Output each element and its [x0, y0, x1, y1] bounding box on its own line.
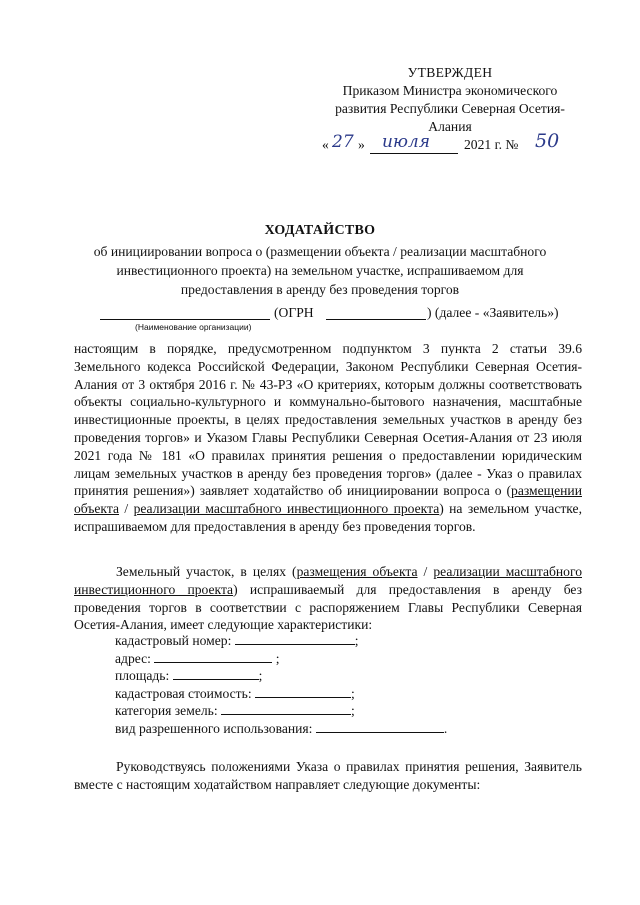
subtitle-line-1: об инициировании вопроса о (размещении объекта / реализации масштабного — [93, 244, 547, 259]
characteristic-label: вид разрешенного использования: — [115, 720, 313, 736]
characteristic-label: площадь: — [115, 668, 170, 683]
paragraph-main — [74, 340, 582, 536]
approval-heading: УТВЕРЖДЕН — [407, 65, 493, 80]
ogrn-blank[interactable] — [326, 319, 426, 320]
paragraph-land-plot — [74, 563, 582, 634]
date-year-number-label: 2021 г. № — [464, 137, 519, 152]
address-field[interactable] — [154, 650, 272, 663]
approval-line-2: развития Республики Северная Осетия- — [335, 101, 565, 116]
cadastral-value-field[interactable] — [255, 685, 351, 698]
handwritten-month: июля — [382, 132, 430, 152]
characteristic-end: ; — [354, 633, 359, 648]
subtitle-line-3: предоставления в аренду без проведения торгов — [180, 282, 460, 297]
characteristic-label: категория земель: — [115, 703, 218, 718]
option-investment-project: реализации масштабного инвестиционного проекта — [133, 501, 440, 517]
characteristic-end: ; — [351, 685, 355, 701]
paragraph-land-plot-text: Земельный участок, в целях ( — [116, 564, 297, 579]
paragraph-documents: Руководствуясь положениями Указа о правилах принятия решения, Заявитель вместе с настоящим ходатайством направляет следующие документы: — [74, 759, 582, 792]
option-separator: / — [119, 501, 134, 517]
characteristics-list — [115, 632, 575, 737]
paragraph-main-text: настоящим в порядке, предусмотренном подпунктом 3 пункта 2 статьи 39.6 Земельного кодекса Российской Федерации, Законом Республики Северная Осетия-Алания от 3 октября 2016 г. № 43-РЗ «О критериях, которым должны соответствовать объекты социально-культурного и коммунально-бытового назначения, масштабные инвестиционные проекты, в целях предоставления земельных участков в аренду без проведения торгов» и Указом Главы Республики Северная Осетия-Алания от 23 июля 2021 года № 181 «О правилах принятия решения о предоставлении юридическим лицам земельных участков в аренду без проведения торгов» (далее - Указ о правилах принятия решения») заявляет ходатайство об инициировании вопроса о ( — [74, 341, 582, 499]
option-placement-object: размещении объекта — [74, 483, 582, 517]
cadastral-number-field[interactable] — [235, 632, 355, 645]
characteristic-permitted-use — [115, 720, 575, 738]
approval-line-3: Алания — [428, 119, 472, 134]
date-quote-close: » — [358, 137, 365, 152]
handwritten-order-number: 50 — [535, 130, 560, 152]
option-placement-object-2: размещения объекта — [296, 564, 418, 579]
land-category-field[interactable] — [221, 702, 351, 715]
document-title: ХОДАТАЙСТВО — [264, 223, 376, 238]
document-subtitle — [60, 242, 580, 299]
subtitle-line-2: инвестиционного проекта) на земельном участке, испрашиваемом для — [116, 263, 524, 278]
option-separator-2: / — [417, 564, 434, 579]
characteristic-address — [115, 650, 575, 668]
organization-name-blank[interactable] — [100, 319, 270, 320]
characteristic-end: . — [443, 720, 448, 736]
characteristic-land-category — [115, 702, 575, 720]
characteristic-label: адрес: — [115, 650, 151, 666]
paragraph-land-plot-ending: ) испрашиваемый для предоставления в аренду без проведения торгов в соответствии с распоряжением Главы Республики Северная Осетия-Алания, имеет следующие характеристики: — [74, 581, 582, 633]
characteristic-cadastral-number — [115, 632, 575, 650]
characteristic-area — [115, 667, 575, 685]
handwritten-day: 27 — [332, 132, 354, 152]
organization-name-caption: (Наименование организации) — [135, 322, 252, 332]
area-field[interactable] — [173, 667, 259, 680]
approval-date-line — [322, 130, 592, 156]
characteristic-end: ; — [275, 650, 280, 666]
characteristic-label: кадастровый номер: — [115, 633, 232, 648]
permitted-use-field[interactable] — [316, 720, 444, 733]
characteristic-end: ; — [258, 668, 263, 683]
approval-line-1: Приказом Министра экономического — [342, 83, 558, 98]
month-underline — [370, 153, 458, 154]
paragraph-main-ending: ) на земельном участке, испрашиваемом для предоставления в аренду без проведения торгов. — [74, 501, 582, 534]
approval-block — [300, 64, 600, 136]
characteristic-cadastral-value — [115, 685, 575, 703]
characteristic-label: кадастровая стоимость: — [115, 685, 252, 701]
option-investment-project-2: реализации масштабного инвестиционного проекта — [74, 564, 582, 597]
applicant-designation: ) (далее - «Заявитель») — [427, 305, 559, 320]
characteristic-end: ; — [351, 703, 355, 718]
date-quote-open: « — [322, 137, 329, 152]
ogrn-label: (ОГРН — [274, 305, 314, 320]
